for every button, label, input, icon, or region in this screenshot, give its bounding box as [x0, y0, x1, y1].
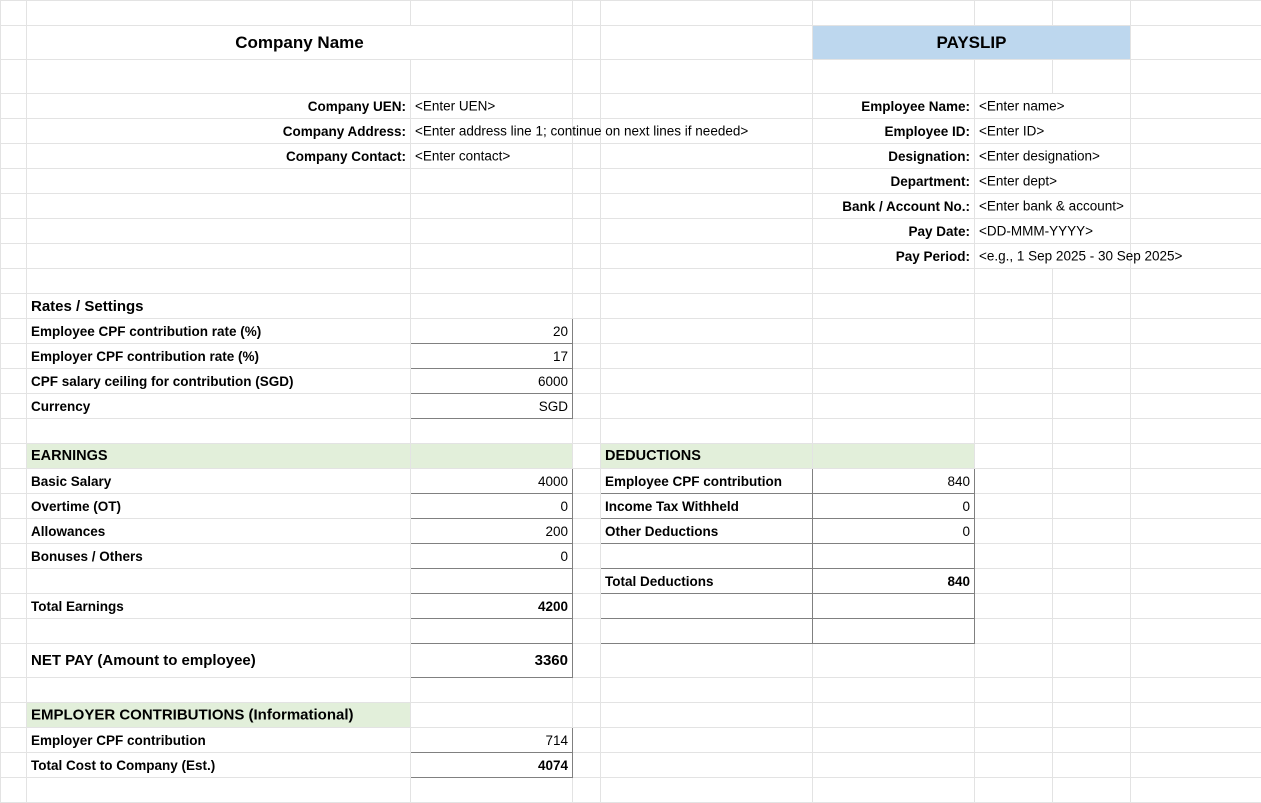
row-bank-account — [1, 194, 1261, 219]
cell — [1053, 753, 1131, 778]
cell — [601, 753, 813, 778]
row-employer-cpf-rate — [1, 344, 1261, 369]
cell — [27, 60, 411, 94]
total-deductions-label: Total Deductions — [601, 569, 813, 594]
cell — [975, 569, 1053, 594]
cell — [1131, 319, 1261, 344]
other-deductions-value[interactable]: 0 — [813, 519, 975, 544]
cell — [573, 394, 601, 419]
cell — [1131, 94, 1261, 119]
cell — [1053, 778, 1131, 803]
cell — [1053, 494, 1131, 519]
cell — [1053, 444, 1131, 469]
cell — [1131, 119, 1261, 144]
cell — [1, 119, 27, 144]
designation-value[interactable]: <Enter designation> — [975, 144, 1131, 169]
cell — [411, 194, 573, 219]
cell — [601, 319, 813, 344]
row-contact-designation — [1, 144, 1261, 169]
cell — [1131, 594, 1261, 619]
cell — [601, 144, 813, 169]
cell — [975, 419, 1053, 444]
total-earnings-value: 4200 — [411, 594, 573, 619]
cell — [813, 419, 975, 444]
cell — [573, 60, 601, 94]
cell — [573, 219, 601, 244]
cell — [411, 294, 573, 319]
cell — [1053, 394, 1131, 419]
pay-period-value[interactable]: <e.g., 1 Sep 2025 - 30 Sep 2025> — [975, 244, 1131, 269]
cell — [27, 778, 411, 803]
row-spacer-4 — [1, 419, 1261, 444]
cell — [975, 319, 1053, 344]
cell — [813, 728, 975, 753]
cell — [601, 244, 813, 269]
department-label: Department: — [813, 169, 975, 194]
cell — [573, 519, 601, 544]
cell — [601, 169, 813, 194]
cell — [1131, 394, 1261, 419]
cell — [411, 269, 573, 294]
cell — [1, 269, 27, 294]
cell — [573, 594, 601, 619]
row-department — [1, 169, 1261, 194]
cell — [573, 419, 601, 444]
cell — [573, 26, 601, 60]
cell — [975, 619, 1053, 644]
cell — [975, 778, 1053, 803]
cell — [1131, 294, 1261, 319]
row-rates-heading — [1, 294, 1261, 319]
cell — [573, 269, 601, 294]
cell — [411, 244, 573, 269]
cell — [1, 778, 27, 803]
cell — [1, 544, 27, 569]
cell — [411, 169, 573, 194]
cpf-ceiling-value[interactable]: 6000 — [411, 369, 573, 394]
deductions-filler-label — [601, 594, 813, 619]
row-total-deductions — [1, 569, 1261, 594]
cell — [573, 1, 601, 26]
cell — [975, 728, 1053, 753]
cell — [975, 469, 1053, 494]
cell — [1053, 678, 1131, 703]
cell — [601, 26, 813, 60]
row-employer-contributions-heading — [1, 703, 1261, 728]
cpf-ceiling-label: CPF salary ceiling for contribution (SGD) — [27, 369, 411, 394]
cell — [1131, 219, 1261, 244]
cell — [573, 94, 601, 119]
cell — [601, 394, 813, 419]
row-pay-date — [1, 219, 1261, 244]
cell — [975, 1, 1053, 26]
cell — [573, 344, 601, 369]
cell — [1053, 319, 1131, 344]
cell — [1131, 169, 1261, 194]
cell — [411, 778, 573, 803]
cell — [1, 1, 27, 26]
cell — [813, 644, 975, 678]
employer-contributions-heading: EMPLOYER CONTRIBUTIONS (Informational) — [27, 703, 411, 728]
employee-name-value[interactable]: <Enter name> — [975, 94, 1131, 119]
cell — [813, 753, 975, 778]
company-address-label: Company Address: — [27, 119, 411, 144]
cell — [813, 678, 975, 703]
cell — [1, 60, 27, 94]
cell — [813, 269, 975, 294]
cell — [573, 194, 601, 219]
cell — [975, 269, 1053, 294]
cell — [813, 394, 975, 419]
earnings-heading: EARNINGS — [27, 444, 411, 469]
cell — [975, 294, 1053, 319]
cell — [573, 703, 601, 728]
cell — [1, 94, 27, 119]
employer-cpf-rate-label: Employer CPF contribution rate (%) — [27, 344, 411, 369]
cell — [573, 778, 601, 803]
cell — [1131, 644, 1261, 678]
cell — [1131, 494, 1261, 519]
cell — [813, 319, 975, 344]
cell — [573, 544, 601, 569]
cell — [601, 419, 813, 444]
cell — [1131, 444, 1261, 469]
deductions-filler-value — [813, 594, 975, 619]
cell — [573, 144, 601, 169]
cell — [573, 169, 601, 194]
employer-cpf-contribution-label: Employer CPF contribution — [27, 728, 411, 753]
employer-cpf-rate-value[interactable]: 17 — [411, 344, 573, 369]
cell — [601, 778, 813, 803]
cell — [411, 678, 573, 703]
row-spacer-5 — [1, 619, 1261, 644]
cell — [601, 344, 813, 369]
cell — [1131, 344, 1261, 369]
employee-cpf-rate-value[interactable]: 20 — [411, 319, 573, 344]
bank-account-label: Bank / Account No.: — [813, 194, 975, 219]
deductions-heading: DEDUCTIONS — [601, 444, 813, 469]
cell — [573, 728, 601, 753]
company-address-value[interactable]: <Enter address line 1; continue on next lines if needed> — [411, 119, 573, 144]
cell — [813, 60, 975, 94]
cell — [411, 419, 573, 444]
cell — [1131, 753, 1261, 778]
company-name-title[interactable]: Company Name — [27, 26, 573, 60]
row-allowances — [1, 519, 1261, 544]
deduction-employee-cpf-value[interactable]: 840 — [813, 469, 975, 494]
cell — [1, 319, 27, 344]
designation-label: Designation: — [813, 144, 975, 169]
cell — [411, 60, 573, 94]
cell — [1131, 778, 1261, 803]
pay-date-value[interactable]: <DD-MMM-YYYY> — [975, 219, 1131, 244]
cell — [1131, 369, 1261, 394]
cell — [1131, 619, 1261, 644]
payslip-title[interactable]: PAYSLIP — [813, 26, 1131, 60]
total-cost-label: Total Cost to Company (Est.) — [27, 753, 411, 778]
cell — [975, 519, 1053, 544]
basic-salary-value[interactable]: 4000 — [411, 469, 573, 494]
cell — [1, 753, 27, 778]
cell — [1, 169, 27, 194]
total-deductions-value: 840 — [813, 569, 975, 594]
cell — [1131, 26, 1261, 60]
cell — [1053, 519, 1131, 544]
cell — [1053, 594, 1131, 619]
cell — [27, 419, 411, 444]
earnings-blank-value[interactable] — [411, 569, 573, 594]
cell — [1131, 469, 1261, 494]
row-uen-employee-name — [1, 94, 1261, 119]
row-pay-period — [1, 244, 1261, 269]
cell — [1053, 1, 1131, 26]
cell — [601, 644, 813, 678]
cell — [601, 1, 813, 26]
cell — [27, 269, 411, 294]
row-total-earnings — [1, 594, 1261, 619]
cell — [1, 369, 27, 394]
employer-cpf-contribution-value: 714 — [411, 728, 573, 753]
cell — [1131, 419, 1261, 444]
cell — [1053, 644, 1131, 678]
net-pay-value: 3360 — [411, 644, 573, 678]
row-spacer-2 — [1, 60, 1261, 94]
cell — [1053, 344, 1131, 369]
cell — [975, 494, 1053, 519]
cell — [1131, 569, 1261, 594]
cell — [601, 60, 813, 94]
row-spacer-6 — [1, 678, 1261, 703]
cell — [1131, 678, 1261, 703]
cell — [975, 444, 1053, 469]
cell — [1, 26, 27, 60]
employee-id-value[interactable]: <Enter ID> — [975, 119, 1131, 144]
rates-settings-heading: Rates / Settings — [27, 294, 411, 319]
cell — [411, 1, 573, 26]
cell — [573, 619, 601, 644]
earnings-blank-label[interactable] — [27, 569, 411, 594]
cell — [27, 678, 411, 703]
cell — [975, 544, 1053, 569]
row-net-pay — [1, 644, 1261, 678]
cell — [1131, 519, 1261, 544]
cell — [975, 753, 1053, 778]
cell — [1, 678, 27, 703]
cell — [1, 394, 27, 419]
currency-label: Currency — [27, 394, 411, 419]
cell — [1053, 469, 1131, 494]
cell — [1131, 60, 1261, 94]
row-overtime — [1, 494, 1261, 519]
cell — [601, 294, 813, 319]
cell — [1131, 194, 1261, 219]
deductions-heading-spacer — [813, 444, 975, 469]
bank-account-value[interactable]: <Enter bank & account> — [975, 194, 1131, 219]
cell — [1, 194, 27, 219]
cell — [573, 678, 601, 703]
cell — [601, 219, 813, 244]
cell — [1131, 544, 1261, 569]
cell — [1, 444, 27, 469]
cell — [813, 294, 975, 319]
cell — [813, 703, 975, 728]
cell — [601, 94, 813, 119]
cell — [411, 219, 573, 244]
deductions-blank-label[interactable] — [601, 544, 813, 569]
cell — [573, 444, 601, 469]
cell — [573, 469, 601, 494]
cell — [27, 1, 411, 26]
pay-date-label: Pay Date: — [813, 219, 975, 244]
cell — [601, 703, 813, 728]
cell — [573, 294, 601, 319]
row-spacer-3 — [1, 269, 1261, 294]
cell — [1, 294, 27, 319]
cell — [1053, 269, 1131, 294]
cell — [1, 519, 27, 544]
cell — [1131, 728, 1261, 753]
employee-id-label: Employee ID: — [813, 119, 975, 144]
income-tax-label: Income Tax Withheld — [601, 494, 813, 519]
row-bottom — [1, 778, 1261, 803]
cell — [813, 778, 975, 803]
cell — [573, 644, 601, 678]
company-uen-value[interactable]: <Enter UEN> — [411, 94, 573, 119]
row-spacer-top — [1, 1, 1261, 26]
net-pay-label: NET PAY (Amount to employee) — [27, 644, 411, 678]
row-basic-salary — [1, 469, 1261, 494]
cell — [1, 419, 27, 444]
bonuses-label: Bonuses / Others — [27, 544, 411, 569]
cell — [1, 569, 27, 594]
cell — [1, 244, 27, 269]
cell — [975, 344, 1053, 369]
cell — [975, 678, 1053, 703]
basic-salary-label: Basic Salary — [27, 469, 411, 494]
cell — [601, 728, 813, 753]
cell — [1, 494, 27, 519]
cell — [411, 703, 573, 728]
overtime-label: Overtime (OT) — [27, 494, 411, 519]
currency-value[interactable]: SGD — [411, 394, 573, 419]
deductions-blank-value[interactable] — [813, 544, 975, 569]
income-tax-value[interactable]: 0 — [813, 494, 975, 519]
earnings-filler-value — [411, 619, 573, 644]
row-cpf-ceiling — [1, 369, 1261, 394]
cell — [975, 644, 1053, 678]
cell — [573, 244, 601, 269]
cell — [975, 394, 1053, 419]
earnings-heading-spacer — [411, 444, 573, 469]
bonuses-value[interactable]: 0 — [411, 544, 573, 569]
cell — [1, 619, 27, 644]
cell — [1053, 419, 1131, 444]
cell — [601, 194, 813, 219]
employee-name-label: Employee Name: — [813, 94, 975, 119]
company-contact-label: Company Contact: — [27, 144, 411, 169]
cell — [1, 219, 27, 244]
cell — [27, 619, 411, 644]
pay-period-label: Pay Period: — [813, 244, 975, 269]
cell — [975, 594, 1053, 619]
row-address-employee-id — [1, 119, 1261, 144]
cell — [813, 1, 975, 26]
cell — [1, 144, 27, 169]
total-cost-value: 4074 — [411, 753, 573, 778]
total-earnings-label: Total Earnings — [27, 594, 411, 619]
row-titles — [1, 26, 1261, 60]
deductions-filler-value-2 — [813, 619, 975, 644]
cell — [1131, 269, 1261, 294]
row-total-cost-to-company — [1, 753, 1261, 778]
cell — [1131, 144, 1261, 169]
cell — [573, 569, 601, 594]
cell — [1, 344, 27, 369]
row-earnings-deductions-heading — [1, 444, 1261, 469]
row-employee-cpf-rate — [1, 319, 1261, 344]
cell — [573, 494, 601, 519]
company-contact-value[interactable]: <Enter contact> — [411, 144, 573, 169]
cell — [813, 344, 975, 369]
cell — [1, 703, 27, 728]
cell — [27, 219, 411, 244]
cell — [27, 194, 411, 219]
cell — [975, 369, 1053, 394]
cell — [975, 703, 1053, 728]
cell — [1, 469, 27, 494]
cell — [1053, 619, 1131, 644]
cell — [1, 644, 27, 678]
cell — [975, 60, 1053, 94]
cell — [1, 594, 27, 619]
employee-cpf-rate-label: Employee CPF contribution rate (%) — [27, 319, 411, 344]
cell — [573, 753, 601, 778]
cell — [601, 269, 813, 294]
cell — [601, 369, 813, 394]
cell — [1053, 60, 1131, 94]
cell — [27, 169, 411, 194]
cell — [1053, 569, 1131, 594]
cell — [1, 728, 27, 753]
deduction-employee-cpf-label: Employee CPF contribution — [601, 469, 813, 494]
cell — [573, 319, 601, 344]
row-bonuses — [1, 544, 1261, 569]
cell — [1053, 703, 1131, 728]
cell — [1131, 703, 1261, 728]
deductions-filler-label-2 — [601, 619, 813, 644]
cell — [27, 244, 411, 269]
cell — [1131, 1, 1261, 26]
company-uen-label: Company UEN: — [27, 94, 411, 119]
cell — [601, 678, 813, 703]
other-deductions-label: Other Deductions — [601, 519, 813, 544]
cell — [813, 369, 975, 394]
cell — [1053, 544, 1131, 569]
allowances-label: Allowances — [27, 519, 411, 544]
cell — [573, 369, 601, 394]
allowances-value[interactable]: 200 — [411, 519, 573, 544]
overtime-value[interactable]: 0 — [411, 494, 573, 519]
department-value[interactable]: <Enter dept> — [975, 169, 1131, 194]
cell — [1053, 369, 1131, 394]
cell — [1053, 728, 1131, 753]
cell — [1053, 294, 1131, 319]
row-currency — [1, 394, 1261, 419]
row-employer-cpf-contribution — [1, 728, 1261, 753]
